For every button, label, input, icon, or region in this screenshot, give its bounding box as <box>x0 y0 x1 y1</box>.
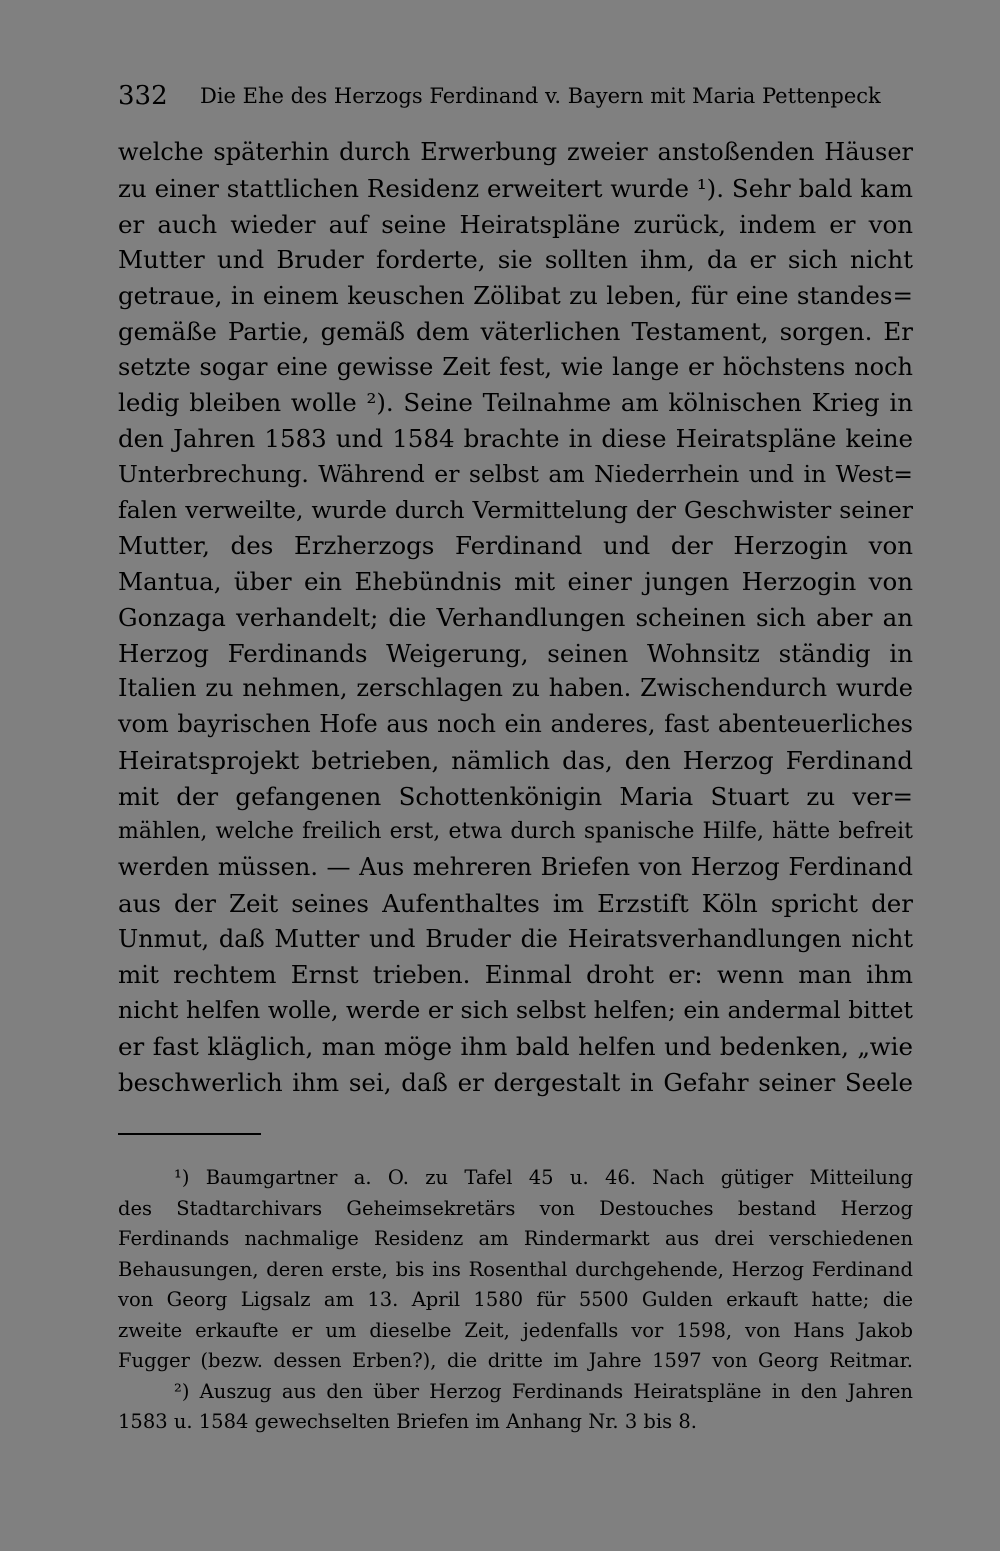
body-line: setzte sogar eine gewisse Zeit fest, wie lange er höchstens noch <box>118 352 913 381</box>
footnote-line: ²) Auszug aus den über Herzog Ferdinands Heiratspläne in den Jahren <box>174 1379 913 1403</box>
body-line: vom bayrischen Hofe aus noch ein anderes, fast abenteuerliches <box>118 710 913 738</box>
body-line: mählen, welche freilich erst, etwa durch spanische Hilfe, hätte befreit <box>118 819 913 845</box>
body-line: zu einer stattlichen Residenz erweitert wurde ¹). Sehr bald kam <box>118 173 913 203</box>
footnote-line: Behausungen, deren erste, bis ins Rosenthal durchgehende, Herzog Ferdinand <box>118 1257 913 1281</box>
body-line: Herzog Ferdinands Weigerung, seinen Wohnsitz ständig in <box>118 638 913 668</box>
footnote-line: Fugger (bezw. dessen Erben?), die dritte im Jahre 1597 von Georg Reitmar. <box>118 1349 913 1372</box>
body-line: mit rechtem Ernst trieben. Einmal droht er: wenn man ihm <box>118 960 913 990</box>
body-line: nicht helfen wolle, werde er sich selbst helfen; ein andermal bittet <box>118 996 913 1024</box>
body-line: er auch wieder auf seine Heiratspläne zurück, indem er von <box>118 209 913 239</box>
footnote-line: zweite erkaufte er um dieselbe Zeit, jedenfalls vor 1598, von Hans Jakob <box>118 1318 913 1342</box>
body-line: Mutter und Bruder forderte, sie sollten ihm, da er sich nicht <box>118 245 913 275</box>
page-header <box>118 78 918 114</box>
body-line: beschwerlich ihm sei, daß er dergestalt in Gefahr seiner Seele <box>118 1067 913 1097</box>
body-line: Italien zu nehmen, zerschlagen zu haben. Zwischendurch wurde <box>118 674 913 703</box>
body-line: Gonzaga verhandelt; die Verhandlungen scheinen sich aber an <box>118 602 913 632</box>
body-line: ledig bleiben wolle ²). Seine Teilnahme am kölnischen Krieg in <box>118 388 913 418</box>
footnote-line: ¹) Baumgartner a. O. zu Tafel 45 u. 46. Nach gütiger Mitteilung <box>174 1166 913 1189</box>
body-line: aus der Zeit seines Aufenthaltes im Erzstift Köln spricht der <box>118 888 913 918</box>
body-line: Heiratsprojekt betrieben, nämlich das, den Herzog Ferdinand <box>118 745 913 775</box>
body-line: falen verweilte, wurde durch Vermittelung der Geschwister seiner <box>118 495 913 524</box>
footnote-line: von Georg Ligsalz am 13. April 1580 für 5500 Gulden erkauft hatte; die <box>118 1288 913 1311</box>
running-head: Die Ehe des Herzogs Ferdinand v. Bayern mit Maria Pettenpeck <box>200 84 881 108</box>
body-text <box>118 135 913 1100</box>
body-line: getraue, in einem keuschen Zölibat zu leben, für eine standes= <box>118 281 913 310</box>
body-line: Mantua, über ein Ehebündnis mit einer jungen Herzogin von <box>118 567 913 596</box>
footnote-line: des Stadtarchivars Geheimsekretärs von Destouches bestand Herzog <box>118 1196 913 1220</box>
body-line: Unterbrechung. Während er selbst am Niederrhein und in West= <box>118 459 913 488</box>
body-line: Mutter, des Erzherzogs Ferdinand und der Herzogin von <box>118 531 913 561</box>
footnote-line: 1583 u. 1584 gewechselten Briefen im Anhang Nr. 3 bis 8. <box>118 1410 697 1433</box>
body-line: den Jahren 1583 und 1584 brachte in diese Heiratspläne keine <box>118 424 913 453</box>
footnote-line: Ferdinands nachmalige Residenz am Rindermarkt aus drei verschiedenen <box>118 1227 913 1250</box>
body-line: mit der gefangenen Schottenkönigin Maria Stuart zu ver= <box>118 781 913 811</box>
page-number: 332 <box>118 81 168 111</box>
body-line: werden müssen. — Aus mehreren Briefen von Herzog Ferdinand <box>118 853 913 881</box>
footnote-separator <box>118 1133 261 1135</box>
body-line: gemäße Partie, gemäß dem väterlichen Testament, sorgen. Er <box>118 316 913 346</box>
body-line: welche späterhin durch Erwerbung zweier anstoßenden Häuser <box>118 138 913 166</box>
body-line: er fast kläglich, man möge ihm bald helfen und bedenken, „wie <box>118 1031 913 1061</box>
body-line: Unmut, daß Mutter und Bruder die Heiratsverhandlungen nicht <box>118 924 913 953</box>
footnotes <box>118 1163 913 1438</box>
